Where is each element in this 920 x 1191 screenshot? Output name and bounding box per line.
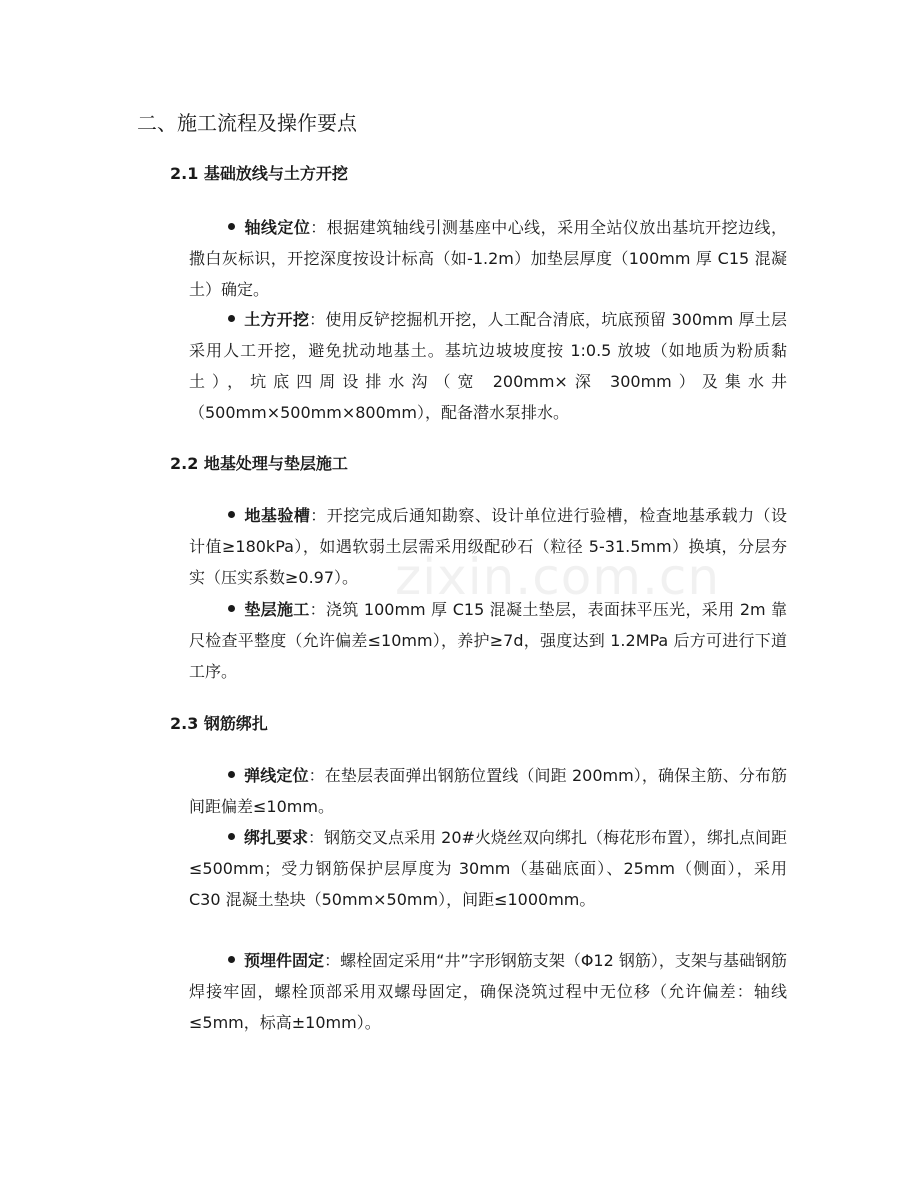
item-term: 土方开挖 xyxy=(244,310,310,329)
item-term: 垫层施工 xyxy=(244,600,310,619)
item-text: ：开挖完成后通知勘察、设计单位进行验槽，检查地基承载力（设计值≥180kPa），如遇软弱土层需采用级配砂石（粒径 5-31.5mm）换填，分层夯实（压实系数≥0.97）。 xyxy=(189,506,787,587)
bullet-icon xyxy=(228,833,235,840)
list-item xyxy=(189,822,787,915)
item-term: 弹线定位 xyxy=(244,766,309,785)
item-term: 轴线定位 xyxy=(244,218,311,237)
bullet-icon xyxy=(228,771,235,778)
list-item xyxy=(189,760,787,822)
item-term: 预埋件固定 xyxy=(244,951,325,970)
bullet-icon xyxy=(228,511,235,518)
subsection-title-2-1: 2.1 基础放线与土方开挖 xyxy=(170,164,348,183)
item-text: ：在垫层表面弹出钢筋位置线（间距 200mm），确保主筋、分布筋间距偏差≤10mm。 xyxy=(189,766,787,816)
item-term: 地基验槽 xyxy=(244,506,311,525)
item-text: ：根据建筑轴线引测基座中心线，采用全站仪放出基坑开挖边线，撒白灰标识，开挖深度按设计标高（如-1.2m）加垫层厚度（100mm 厚 C15 混凝土）确定。 xyxy=(189,218,787,299)
bullet-icon xyxy=(228,223,235,230)
bullet-icon xyxy=(228,605,235,612)
list-item xyxy=(189,304,787,428)
item-text: ：钢筋交叉点采用 20#火烧丝双向绑扎（梅花形布置），绑扎点间距≤500mm；受力钢筋保护层厚度为 30mm（基础底面）、25mm（侧面），采用 C30 混凝土垫块（50mm×50mm），间距≤1000mm。 xyxy=(189,828,787,909)
list-item xyxy=(189,945,787,1038)
list-item xyxy=(189,594,787,687)
item-text: ：螺栓固定采用“井”字形钢筋支架（Φ12 钢筋），支架与基础钢筋焊接牢固，螺栓顶部采用双螺母固定，确保浇筑过程中无位移（允许偏差：轴线≤5mm，标高±10mm）。 xyxy=(189,951,787,1032)
item-text: ：使用反铲挖掘机开挖，人工配合清底，坑底预留 300mm 厚土层采用人工开挖，避免扰动地基土。基坑边坡坡度按 1:0.5 放坡（如地质为粉质黏土），坑底四周设排水沟（宽 200mm×深 300mm）及集水井（500mm×500mm×800mm），配备潜水泵排水。 xyxy=(189,310,787,422)
section-heading: 二、施工流程及操作要点 xyxy=(137,111,357,135)
item-text: ：浇筑 100mm 厚 C15 混凝土垫层，表面抹平压光，采用 2m 靠尺检查平整度（允许偏差≤10mm），养护≥7d，强度达到 1.2MPa 后方可进行下道工序。 xyxy=(189,600,787,681)
item-term: 绑扎要求 xyxy=(244,828,309,847)
subsection-title-2-2: 2.2 地基处理与垫层施工 xyxy=(170,454,348,473)
subsection-title-2-3: 2.3 钢筋绑扎 xyxy=(170,714,268,733)
list-item xyxy=(189,212,787,305)
bullet-icon xyxy=(228,956,235,963)
bullet-icon xyxy=(228,315,235,322)
watermark: zixin.com.cn xyxy=(395,548,721,606)
